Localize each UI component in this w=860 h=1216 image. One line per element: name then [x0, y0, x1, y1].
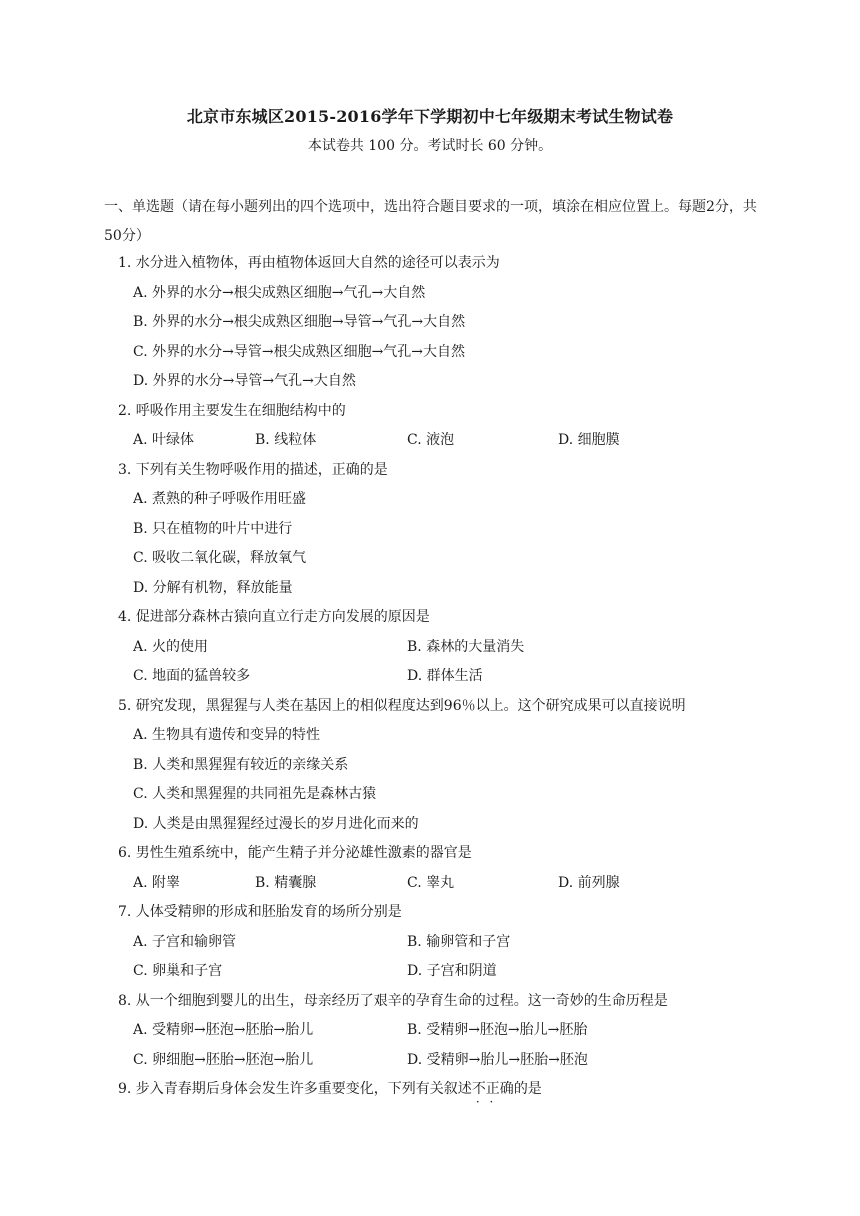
question-5-option-d: D. 人类是由黑猩猩经过漫长的岁月进化而来的 [133, 816, 419, 832]
question-7-option-a: A. 子宫和输卵管 [133, 934, 237, 950]
question-5-option-b: B. 人类和黑猩猩有较近的亲缘关系 [133, 757, 349, 773]
question-2-option-c: C. 液泡 [407, 432, 455, 448]
question-1-option-b: B. 外界的水分→根尖成熟区细胞→导管→气孔→大自然 [133, 314, 466, 330]
question-7-option-c: C. 卵巢和子宫 [133, 963, 223, 979]
question-7-stem: 7. 人体受精卵的形成和胚胎发育的场所分别是 [118, 904, 402, 920]
question-2-option-d: D. 细胞膜 [558, 432, 620, 448]
question-6-option-b: B. 精囊腺 [255, 875, 317, 891]
question-4-option-a: A. 火的使用 [133, 639, 209, 655]
question-5-option-c: C. 人类和黑猩猩的共同祖先是森林古猿 [133, 786, 377, 802]
question-2-stem: 2. 呼吸作用主要发生在细胞结构中的 [118, 403, 346, 419]
question-6-option-c: C. 睾丸 [407, 875, 455, 891]
question-6-option-a: A. 附睾 [133, 875, 181, 891]
question-3-option-c: C. 吸收二氧化碳，释放氧气 [133, 550, 307, 566]
question-8-option-a: A. 受精卵→胚泡→胚胎→胎儿 [133, 1022, 314, 1038]
question-8-option-d: D. 受精卵→胎儿→胚胎→胚泡 [407, 1052, 588, 1068]
question-3-option-b: B. 只在植物的叶片中进行 [133, 521, 293, 537]
question-3-stem: 3. 下列有关生物呼吸作用的描述，正确的是 [118, 462, 388, 478]
question-6-option-d: D. 前列腺 [558, 875, 620, 891]
question-8-option-c: C. 卵细胞→胚胎→胚泡→胎儿 [133, 1052, 314, 1068]
question-1-stem: 1. 水分进入植物体，再由植物体返回大自然的途径可以表示为 [118, 255, 500, 271]
exam-info: 本试卷共 100 分。考试时长 60 分钟。 [307, 138, 553, 154]
question-1-option-d: D. 外界的水分→导管→气孔→大自然 [133, 373, 356, 389]
question-4-option-b: B. 森林的大量消失 [407, 639, 525, 655]
question-2-option-a: A. 叶绿体 [133, 432, 195, 448]
question-8-option-b: B. 受精卵→胚泡→胎儿→胚胎 [407, 1022, 588, 1038]
question-1-option-c: C. 外界的水分→导管→根尖成熟区细胞→气孔→大自然 [133, 344, 466, 360]
page-title: 北京市东城区2015-2016学年下学期初中七年级期末考试生物试卷 [186, 107, 674, 126]
question-6-stem: 6. 男性生殖系统中，能产生精子并分泌雄性激素的器官是 [118, 845, 472, 861]
question-3-option-a: A. 煮熟的种子呼吸作用旺盛 [133, 491, 307, 507]
question-4-option-c: C. 地面的猛兽较多 [133, 668, 251, 684]
question-9-emphasis: 不正确 · · [472, 1078, 514, 1098]
question-7-option-d: D. 子宫和阴道 [407, 963, 497, 979]
question-9-stem [118, 1078, 542, 1098]
question-5-option-a: A. 生物具有遗传和变异的特性 [133, 727, 321, 743]
question-9-stem-before: 9. 步入青春期后身体会发生许多重要变化，下列有关叙述 [118, 1081, 472, 1097]
question-1-option-a: A. 外界的水分→根尖成熟区细胞→气孔→大自然 [133, 285, 426, 301]
question-7-option-b: B. 输卵管和子宫 [407, 934, 511, 950]
question-3-option-d: D. 分解有机物，释放能量 [133, 580, 293, 596]
question-4-stem: 4. 促进部分森林古猿向直立行走方向发展的原因是 [118, 609, 430, 625]
question-4-option-d: D. 群体生活 [407, 668, 483, 684]
question-9-stem-after: 的是 [513, 1081, 542, 1097]
question-5-stem: 5. 研究发现，黑猩猩与人类在基因上的相似程度达到96％以上。这个研究成果可以直接说明 [118, 698, 686, 714]
question-2-option-b: B. 线粒体 [255, 432, 317, 448]
section-heading: 一、单选题（请在每小题列出的四个选项中，选出符合题目要求的一项，填涂在相应位置上。每题2分，共50分） [104, 199, 757, 244]
question-8-stem: 8. 从一个细胞到婴儿的出生，母亲经历了艰辛的孕育生命的过程。这一奇妙的生命历程是 [118, 993, 668, 1009]
